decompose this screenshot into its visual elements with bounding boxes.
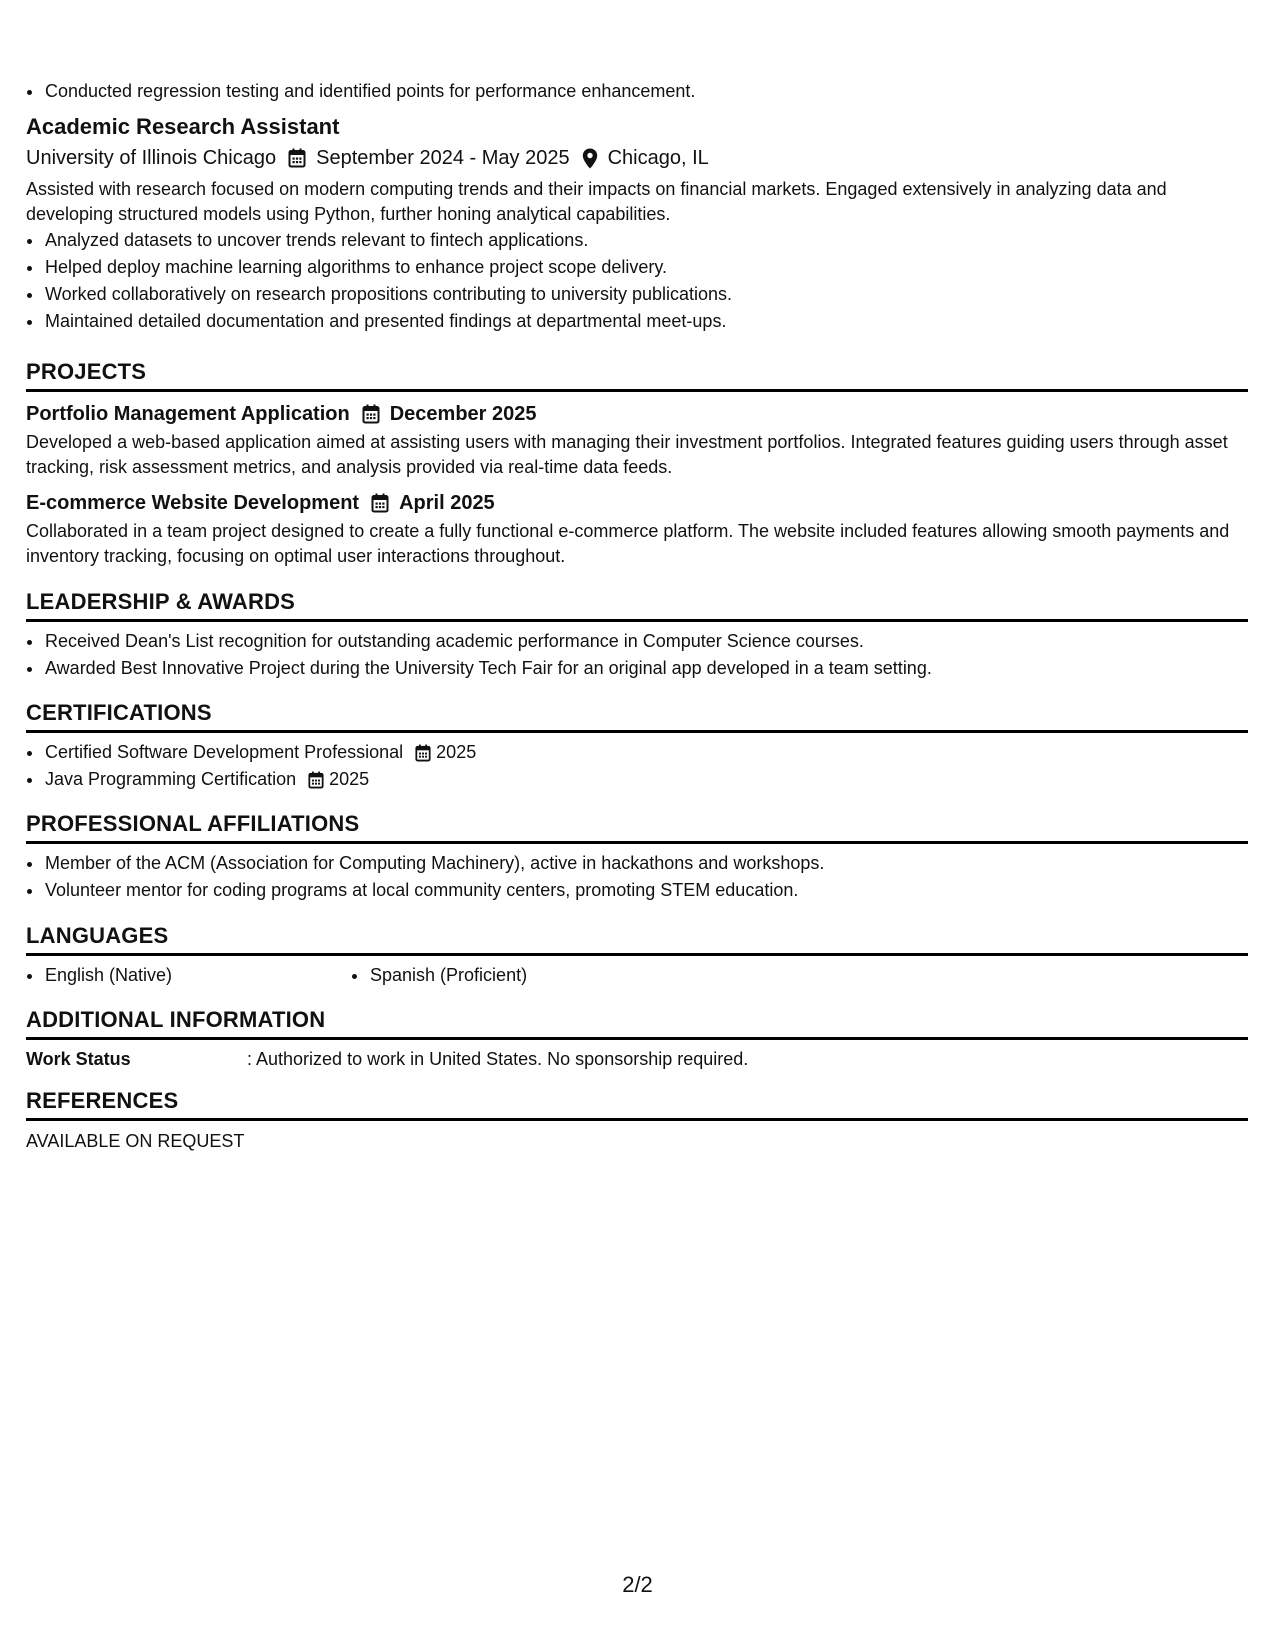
experience-entry <box>26 113 1226 335</box>
section-heading: LEADERSHIP & AWARDS <box>26 588 1248 622</box>
projects-section <box>26 358 1248 568</box>
certification-name: Java Programming Certification <box>45 769 297 789</box>
leadership-section <box>26 588 1248 682</box>
project-title-row <box>26 401 1248 427</box>
list-item: Maintained detailed documentation and presented findings at departmental meet-ups. <box>45 308 1226 335</box>
job-dates: September 2024 - May 2025 <box>316 147 570 169</box>
list-item: Analyzed datasets to uncover trends relevant to fintech applications. <box>45 227 1226 254</box>
list-item: Spanish (Proficient) <box>370 962 527 989</box>
job-organization: University of Illinois Chicago <box>26 147 277 169</box>
calendar-icon <box>308 771 324 789</box>
calendar-icon <box>371 493 389 513</box>
list-item <box>45 739 1248 766</box>
languages-list <box>26 962 1248 989</box>
section-heading: CERTIFICATIONS <box>26 699 1248 733</box>
work-status-value: : Authorized to work in United States. No sponsorship required. <box>247 1049 749 1069</box>
previous-job-bullets <box>26 78 1245 105</box>
job-title: Academic Research Assistant <box>26 114 340 139</box>
project-entry <box>26 401 1248 479</box>
references-section <box>26 1087 1248 1153</box>
certification-name: Certified Software Development Professional <box>45 742 404 762</box>
project-title-row <box>26 490 1248 516</box>
project-description: Developed a web-based application aimed at assisting users with managing their investment portfolios. Integrated features guiding users through asset tracking, risk assessment metrics, and analysis provided via real-time data feeds. <box>26 432 1228 477</box>
section-heading: PROFESSIONAL AFFILIATIONS <box>26 810 1248 844</box>
project-date: April 2025 <box>399 492 495 514</box>
certifications-list <box>26 739 1248 793</box>
project-entry <box>26 490 1248 568</box>
job-bullets <box>26 227 1226 335</box>
calendar-icon <box>288 148 306 168</box>
project-date: December 2025 <box>389 403 537 425</box>
project-title: E-commerce Website Development <box>26 492 360 514</box>
list-item: Worked collaboratively on research propositions contributing to university publications. <box>45 281 1226 308</box>
section-heading: LANGUAGES <box>26 922 1248 956</box>
section-heading: ADDITIONAL INFORMATION <box>26 1006 1248 1040</box>
certification-year: 2025 <box>436 742 477 762</box>
job-meta <box>26 144 1226 172</box>
certifications-section <box>26 699 1248 793</box>
certification-year: 2025 <box>329 769 370 789</box>
list-item: Member of the ACM (Association for Computing Machinery), active in hackathons and workshops. <box>45 850 1248 877</box>
section-heading: REFERENCES <box>26 1087 1248 1121</box>
work-status-row <box>26 1046 1248 1072</box>
list-item: Conducted regression testing and identified points for performance enhancement. <box>45 78 1245 105</box>
project-description: Collaborated in a team project designed to create a fully functional e-commerce platform. The website included features allowing smooth payments and inventory tracking, focusing on optimal user interactions throughout. <box>26 521 1230 566</box>
list-item: Helped deploy machine learning algorithms to enhance project scope delivery. <box>45 254 1226 281</box>
list-item: Volunteer mentor for coding programs at local community centers, promoting STEM education. <box>45 877 1248 904</box>
languages-section <box>26 922 1248 989</box>
section-heading: PROJECTS <box>26 358 1248 392</box>
project-title: Portfolio Management Application <box>26 403 350 425</box>
job-location: Chicago, IL <box>607 147 709 169</box>
calendar-icon <box>415 744 431 762</box>
references-text: AVAILABLE ON REQUEST <box>26 1131 245 1151</box>
list-item: Received Dean's List recognition for outstanding academic performance in Computer Science courses. <box>45 628 1248 655</box>
list-item: English (Native) <box>45 962 351 989</box>
job-description: Assisted with research focused on modern computing trends and their impacts on financial markets. Engaged extensively in analyzing data and developing structured models using Python, further honing analytical capabilities. <box>26 179 1167 224</box>
affiliations-list <box>26 850 1248 904</box>
page-number: 2/2 <box>622 1572 653 1597</box>
list-item: Awarded Best Innovative Project during the University Tech Fair for an original app developed in a team setting. <box>45 655 1248 682</box>
map-pin-icon <box>582 148 598 169</box>
leadership-list <box>26 628 1248 682</box>
calendar-icon <box>362 404 380 424</box>
work-status-label: Work Status <box>26 1049 131 1069</box>
affiliations-section <box>26 810 1248 904</box>
additional-info-section <box>26 1006 1248 1072</box>
list-item <box>45 766 1248 793</box>
